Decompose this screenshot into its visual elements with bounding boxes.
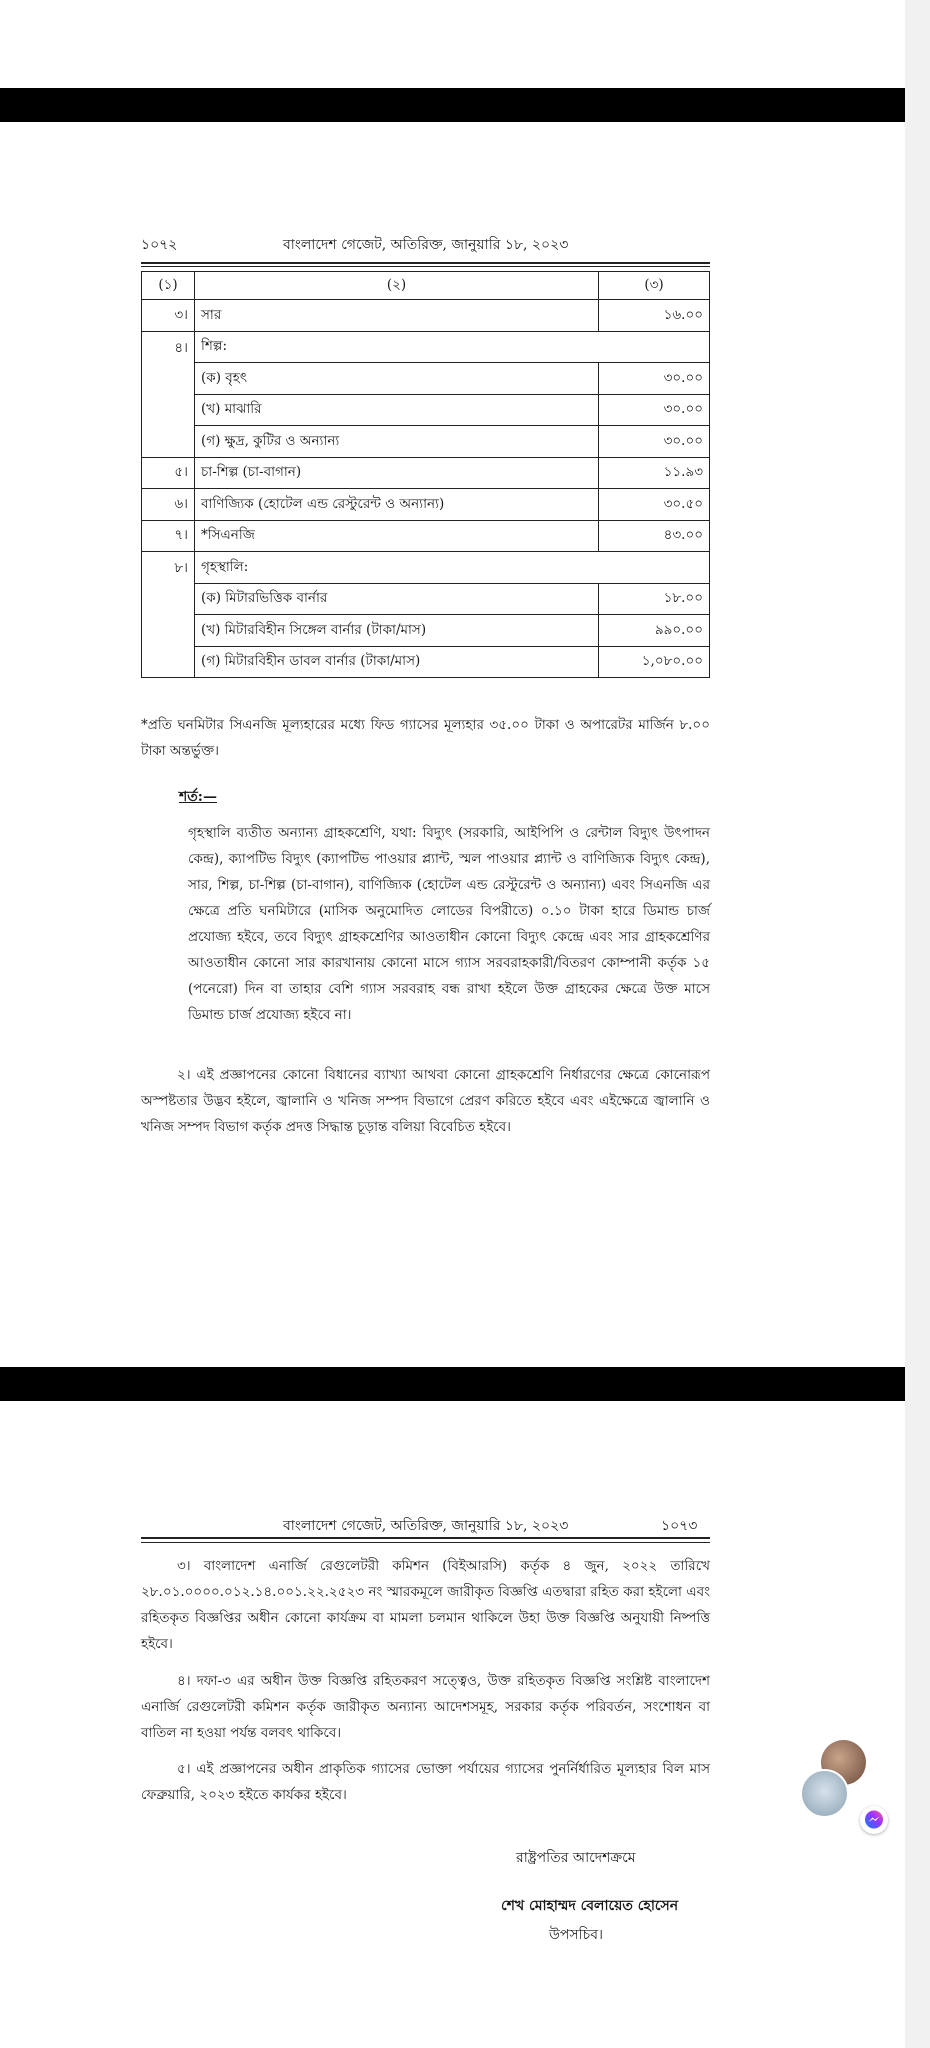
header-rule <box>141 1537 710 1543</box>
table-row <box>142 331 710 363</box>
clause-5: ৫। এই প্রজ্ঞাপনের অধীন প্রাকৃতিক গ্যাসের ভোক্তা পর্যায়ের গ্যাসের পুনর্নির্ধারিত মূল্যহার বিল মাস ফেব্রুয়ারি, ২০২৩ হইতে কার্যকর হইবে। <box>141 1761 710 1803</box>
row-item: (গ) মিটারবিহীন ডাবল বার্নার (টাকা/মাস) <box>195 646 599 678</box>
row-item: শিল্প: <box>195 331 710 363</box>
messenger-bolt-icon <box>860 1806 888 1834</box>
row-item: চা-শিল্প (চা-বাগান) <box>195 457 599 489</box>
row-rate: ৯৯০.০০ <box>599 615 710 647</box>
clause-3: ৩। বাংলাদেশ এনার্জি রেগুলেটরী কমিশন (বিইআরসি) কর্তৃক ৪ জুন, ২০২২ তারিখে ২৮.০১.০০০০.০১২.১৪.০০১.২২.২৫২৩ নং স্মারকমূলে জারীকৃত বিজ্ঞপ্তি এতদ্বারা রহিত করা হইলো এবং রহিতকৃত বিজ্ঞপ্তির অধীন কোনো কার্যক্রম বা মামলা চলমান থাকিলে উহা উক্ত বিজ্ঞপ্তি অনুযায়ী নিষ্পত্তি হইবে। <box>141 1558 710 1652</box>
row-number: ৫। <box>142 457 195 489</box>
chat-head-avatar[interactable] <box>800 1769 849 1818</box>
table-row <box>142 552 710 584</box>
row-rate: ১৮.০০ <box>599 583 710 615</box>
row-item: (খ) মাঝারি <box>195 394 599 426</box>
row-item: (ক) বৃহৎ <box>195 363 599 395</box>
table-header-row <box>142 272 710 300</box>
cng-footnote: *প্রতি ঘনমিটার সিএনজি মূল্যহারের মধ্যে ফিড গ্যাসের মূল্যহার ৩৫.০০ টাকা ও অপারেটর মার্জিন ৮.০০ টাকা অন্তর্ভুক্ত। <box>141 717 710 759</box>
clause-2: ২। এই প্রজ্ঞাপনের কোনো বিধানের ব্যাখ্যা আথবা কোনো গ্রাহকশ্রেণি নির্ধারণের ক্ষেত্রে কোনোরূপ অস্পষ্টতার উদ্ভব হইলে, জ্বালানি ও খনিজ সম্পদ বিভাগে প্রেরণ করিতে হইবে এবং এইক্ষেত্রে জ্বালানি ও খনিজ সম্পদ বিভাগ কর্তৃক প্রদত্ত সিদ্ধান্ত চূড়ান্ত বলিয়া বিবেচিত হইবে। <box>141 1067 710 1135</box>
row-number: ৮। <box>142 552 195 678</box>
signatory-name: শেখ মোহাম্মদ বেলায়েত হোসেন <box>501 1898 679 1914</box>
clause-4: ৪। দফা-৩ এর অধীন উক্ত বিজ্ঞপ্তি রহিতকরণ সত্ত্বেও, উক্ত রহিতকৃত বিজ্ঞপ্তি সংশ্লিষ্ট বাংলাদেশ এনার্জি রেগুলেটরী কমিশন কর্তৃক জারীকৃত অন্যান্য আদেশসমূহ, সরকার কর্তৃক পরিবর্তন, সংশোধন বা বাতিল না হওয়া পর্যন্ত বলবৎ থাকিবে। <box>141 1673 710 1741</box>
row-rate: ১,০৮০.০০ <box>599 646 710 678</box>
row-item: (গ) ক্ষুদ্র, কুটির ও অন্যান্য <box>195 426 599 458</box>
table-row <box>142 615 710 647</box>
row-rate: ৩০.০০ <box>599 363 710 395</box>
row-number: ৬। <box>142 489 195 521</box>
messenger-icon[interactable] <box>860 1806 888 1834</box>
row-rate: ১৬.০০ <box>599 300 710 332</box>
condition-text: গৃহস্থালি ব্যতীত অন্যান্য গ্রাহকশ্রেণি, যথা: বিদ্যুৎ (সরকারি, আইপিপি ও রেন্টাল বিদ্যুৎ উৎপাদন কেন্দ্র), ক্যাপটিভ বিদ্যুৎ (ক্যাপটিভ পাওয়ার প্ল্যান্ট, স্মল পাওয়ার প্ল্যান্ট ও বাণিজ্যিক বিদ্যুৎ কেন্দ্র), সার, শিল্প, চা-শিল্প (চা-বাগান), বাণিজ্যিক (হোটেল এন্ড রেস্টুরেন্ট ও অন্যান্য) এবং সিএনজি এর ক্ষেত্রে প্রতি ঘনমিটারে (মাসিক অনুমোদিত লোডের বিপরীতে) ০.১০ টাকা হারে ডিমান্ড চার্জ প্রযোজ্য হইবে, তবে বিদ্যুৎ গ্রাহকশ্রেণির আওতাধীন কোনো বিদ্যুৎ কেন্দ্রে এবং সার গ্রাহকশ্রেণির আওতাধীন কোনো সার কারখানায় কোনো মাসে গ্যাস সরবরাহকারী/বিতরণ কোম্পানী কর্তৃক ১৫ (পনেরো) দিন বা তাহার বেশি গ্যাস সরবরাহ বন্ধ রাখা হইলে উক্ত গ্রাহকের ক্ষেত্রে উক্ত মাসে ডিমান্ড চার্জ প্রযোজ্য হইবে না। <box>188 825 710 1023</box>
table-row <box>142 520 710 552</box>
page-header: বাংলাদেশ গেজেট, অতিরিক্ত, জানুয়ারি ১৮, ২০২৩ <box>283 237 569 253</box>
page-header: বাংলাদেশ গেজেট, অতিরিক্ত, জানুয়ারি ১৮, ২০২৩ <box>283 1518 569 1534</box>
black-separator <box>0 88 905 122</box>
row-number: ৪। <box>142 331 195 457</box>
col-header: (১) <box>142 272 195 300</box>
row-number: ৩। <box>142 300 195 332</box>
row-rate: ১১.৯৩ <box>599 457 710 489</box>
table-row <box>142 489 710 521</box>
col-header: (৩) <box>599 272 710 300</box>
table-row <box>142 426 710 458</box>
header-rule <box>141 262 710 267</box>
order-line: রাষ্ট্রপতির আদেশক্রমে <box>516 1850 636 1866</box>
row-rate: ৪৩.০০ <box>599 520 710 552</box>
row-number: ৭। <box>142 520 195 552</box>
row-rate: ৩০.০০ <box>599 394 710 426</box>
table-row <box>142 583 710 615</box>
col-header: (২) <box>195 272 599 300</box>
table-row <box>142 394 710 426</box>
gas-tariff-table <box>141 271 710 678</box>
row-item: সার <box>195 300 599 332</box>
condition-title: শর্ত:— <box>179 789 217 805</box>
row-item: গৃহস্থালি: <box>195 552 710 584</box>
table-row <box>142 363 710 395</box>
screen-edge <box>905 0 930 2048</box>
row-item: বাণিজ্যিক (হোটেল এন্ড রেস্টুরেন্ট ও অন্যান্য) <box>195 489 599 521</box>
table-row <box>142 646 710 678</box>
page-number: ১০৭৩ <box>661 1518 698 1534</box>
row-item: (খ) মিটারবিহীন সিঙ্গেল বার্নার (টাকা/মাস) <box>195 615 599 647</box>
signatory-designation: উপসচিব। <box>549 1927 604 1943</box>
top-page-remnant <box>0 0 905 88</box>
black-separator <box>0 1367 905 1401</box>
page-number: ১০৭২ <box>141 237 178 253</box>
table-row <box>142 457 710 489</box>
row-item: (ক) মিটারভিত্তিক বার্নার <box>195 583 599 615</box>
row-rate: ৩০.০০ <box>599 426 710 458</box>
table-row <box>142 300 710 332</box>
row-rate: ৩০.৫০ <box>599 489 710 521</box>
row-item: *সিএনজি <box>195 520 599 552</box>
